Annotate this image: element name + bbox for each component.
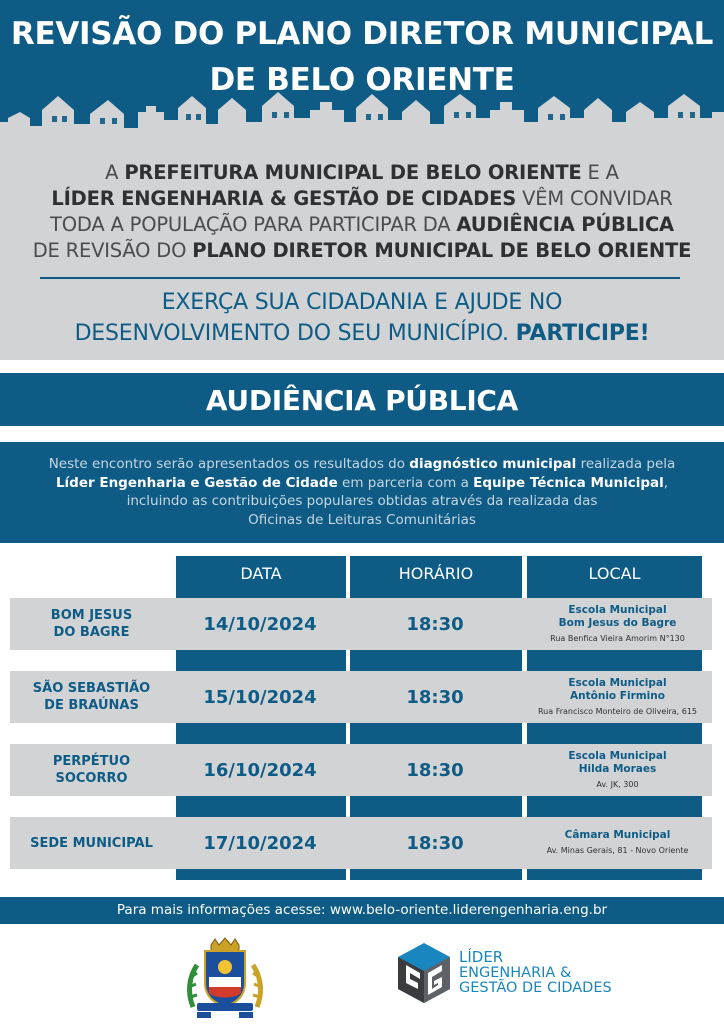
row-time: 18:30 [406, 613, 464, 635]
invitation-line-4: DE REVISÃO DO PLANO DIRETOR MUNICIPAL DE BELO ORIENTE [32, 239, 692, 262]
city-skyline-graphic [0, 88, 724, 168]
row-date: 14/10/2024 [203, 613, 317, 635]
municipal-crest-icon [183, 937, 267, 1019]
row-date: 15/10/2024 [203, 686, 317, 708]
description-line-2: Líder Engenharia e Gestão de Cidade em parceria com a Equipe Técnica Municipal, [55, 474, 669, 491]
row-date: 17/10/2024 [203, 832, 317, 854]
row-address: Av. JK, 300 [596, 779, 639, 789]
description-line-4: Oficinas de Leituras Comunitárias [248, 511, 476, 528]
audiencia-title: AUDIÊNCIA PÚBLICA [205, 384, 519, 417]
description-line-1: Neste encontro serão apresentados os resultados do diagnóstico municipal realizada pela [48, 456, 676, 472]
invitation-text [0, 160, 724, 264]
more-info-link-text[interactable]: Para mais informações acesse: www.belo-oriente.liderengenharia.eng.br [116, 902, 608, 918]
row-address: Rua Benfica Vieira Amorim N°130 [550, 633, 685, 643]
header-local: LOCAL [588, 564, 641, 583]
header-section [0, 0, 724, 360]
row-local: Escola Municipal Bom Jesus do Bagre Rua Benfica Vieira Amorim N°130 [550, 603, 685, 643]
row-time: 18:30 [406, 759, 464, 781]
row-time: 18:30 [406, 686, 464, 708]
cta-line-1: EXERÇA SUA CIDADANIA E AJUDE NO [161, 290, 563, 315]
header-date: DATA [240, 564, 282, 583]
row-time: 18:30 [406, 832, 464, 854]
header-time: HORÁRIO [398, 564, 474, 583]
description-line-3: incluindo as contribuições populares obtidas através da realizada das [126, 493, 598, 509]
row-place: SÃO SEBASTIÃO DE BRAÚNAS [32, 681, 151, 713]
invitation-line-3: TODA A POPULAÇÃO PARA PARTICIPAR DA AUDIÊNCIA PÚBLICA [50, 213, 674, 236]
description-box [0, 442, 724, 543]
table-row [10, 744, 712, 796]
logo-text-line-2: ENGENHARIA & [459, 964, 572, 981]
audiencia-banner [0, 373, 724, 426]
call-to-action [0, 287, 724, 349]
logo-text-line-1: LÍDER [459, 948, 504, 966]
row-address: Rua Francisco Monteiro de Oliveira, 615 [537, 706, 698, 716]
main-title-line-2: DE BELO ORIENTE [209, 62, 515, 98]
table-row [10, 671, 712, 723]
description-text [0, 455, 724, 529]
row-local: Escola Municipal Antônio Firmino Rua Francisco Monteiro de Oliveira, 615 [537, 676, 698, 716]
invitation-line-1: A PREFEITURA MUNICIPAL DE BELO ORIENTE E A [105, 161, 619, 184]
table-row [10, 817, 712, 869]
cta-line-2: DESENVOLVIMENTO DO SEU MUNICÍPIO. PARTICIPE! [74, 321, 650, 346]
invitation-line-2: LÍDER ENGENHARIA & GESTÃO DE CIDADES VÊM CONVIDAR [51, 187, 673, 210]
row-date: 16/10/2024 [203, 759, 317, 781]
row-place: PERPÉTUO SOCORRO [52, 754, 131, 786]
row-place: SEDE MUNICIPAL [30, 835, 153, 851]
row-local: Escola Municipal Hilda Moraes Av. JK, 300 [568, 749, 667, 789]
section-divider [40, 277, 680, 279]
lider-logo-text [459, 950, 659, 997]
info-bar [0, 897, 724, 924]
table-row [10, 598, 712, 650]
row-place: BOM JESUS DO BAGRE [50, 608, 133, 640]
logo-text-line-3: GESTÃO DE CIDADES [459, 980, 612, 996]
main-title-line-1: REVISÃO DO PLANO DIRETOR MUNICIPAL [10, 16, 714, 52]
row-local: Câmara Municipal Av. Minas Gerais, 81 - Novo Oriente [546, 829, 689, 855]
row-address: Av. Minas Gerais, 81 - Novo Oriente [546, 845, 689, 855]
lider-engenharia-logo-icon [394, 939, 454, 1007]
